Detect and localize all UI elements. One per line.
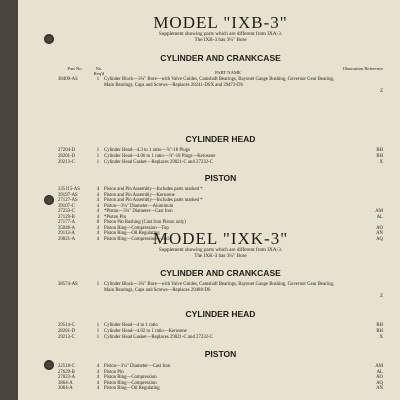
- part-desc: Piston and Pin Assembly—Includes parts marked *: [104, 198, 203, 203]
- supplement-note: Supplement showing parts which are different from IXA-3.: [158, 31, 283, 37]
- part-number: 29113-A: [58, 231, 75, 236]
- table-ixk-cyl-crank: [58, 282, 383, 302]
- qty: 1: [96, 154, 100, 159]
- part-number: 27177-A: [58, 220, 76, 225]
- ref: AQ: [376, 380, 383, 386]
- qty: 1: [96, 323, 100, 328]
- qty: 4: [96, 209, 100, 214]
- qty: 4: [96, 386, 100, 391]
- heading-piston: [58, 349, 383, 359]
- ref: AN: [376, 386, 383, 391]
- table-ixb-head: [58, 148, 383, 168]
- part-number: 27023-A: [58, 375, 76, 380]
- part-desc: Piston and Pin Assembly—Kerosene: [104, 192, 175, 198]
- col-part-no: Part No.: [67, 66, 83, 71]
- part-number: 235115-AS: [58, 187, 80, 192]
- ref: AO: [376, 375, 383, 380]
- binder-hole-icon: [44, 34, 54, 44]
- part-desc: Piston—3¼" Diameter—Cast Iron: [104, 364, 171, 369]
- qty: 4: [96, 214, 100, 220]
- section-heading: PISTON: [204, 349, 237, 359]
- bore-note: The IXK-3 has 3¼" Bore: [194, 253, 247, 259]
- col-no-reqd: No. Req'd: [93, 66, 105, 76]
- col-illustration-ref: Illustration Reference: [343, 66, 383, 71]
- ref: AM: [375, 209, 383, 214]
- table-ixb-cyl-crank: [58, 77, 383, 97]
- part-desc: Cylinder Head—4 to 1 ratio: [104, 323, 158, 328]
- qty: 4: [96, 225, 100, 231]
- ref: BH: [376, 148, 383, 153]
- ref: Z: [380, 89, 383, 94]
- qty: 4: [96, 203, 100, 209]
- ref: Z: [380, 294, 383, 299]
- part-number: 28201-D: [58, 154, 76, 159]
- qty: 4: [96, 187, 100, 192]
- model-title: MODEL "IXB-3": [153, 13, 288, 32]
- heading-cyl-head: [58, 134, 383, 144]
- qty: 1: [96, 282, 100, 287]
- heading-piston: [58, 173, 383, 183]
- qty: 1: [96, 160, 100, 165]
- heading-cyl-crank: [58, 53, 383, 63]
- part-desc: Piston Ring—Oil Regulating: [104, 231, 160, 236]
- ref: X: [379, 335, 383, 340]
- part-number: 38574-AS: [58, 282, 78, 287]
- part-number: 29021-A: [58, 236, 76, 242]
- part-desc: Piston Ring—Compression—Top: [104, 225, 169, 231]
- section-ixb3: [58, 14, 383, 43]
- part-number: 39107-C: [58, 203, 75, 209]
- part-desc: Piston Pin Bushing (Cast Iron Piston only): [104, 220, 186, 225]
- col-part-name: PART NAME: [215, 70, 241, 75]
- table-ixk-head: [58, 323, 383, 343]
- ref: X: [379, 160, 383, 165]
- section-heading: CYLINDER HEAD: [185, 134, 256, 144]
- ref: AM: [375, 364, 383, 369]
- part-number: 28201-D: [58, 329, 76, 334]
- ref: AO: [376, 225, 383, 231]
- section-heading: PISTON: [204, 173, 237, 183]
- part-desc: Piston Ring—Oil Regulating: [104, 386, 160, 391]
- part-number: 35046-A: [58, 225, 76, 231]
- part-desc: Cylinder Head Gasket—Replaces 29021-C and 27232-C: [104, 160, 213, 165]
- ref: BH: [376, 323, 383, 328]
- binder-hole-icon: [44, 360, 54, 370]
- qty: 4: [96, 380, 100, 386]
- qty: 1: [96, 329, 100, 334]
- part-desc: *Piston Pin: [104, 214, 126, 220]
- bore-note: The IXB-3 has 3¼" Bore: [194, 37, 247, 43]
- table-ixk-piston: [58, 364, 383, 394]
- part-number: 3064-A: [58, 386, 73, 391]
- catalog-page: [18, 0, 400, 400]
- part-desc: Cylinder Head—4.02 to 1 ratio—Kerosene: [104, 329, 187, 334]
- part-desc: Cylinder Block—3¼" Bore—with Valve Guides, Camshaft Bearings, Bayonet Gauge Bushing, Governor Gear Bearing, Main Bearings, Caps and Screws—Replaces 29488-DS: [104, 282, 335, 293]
- ref: AL: [376, 214, 383, 220]
- part-desc: Cylinder Head—4.3 to 1 ratio—⅞"-18 Plugs: [104, 148, 191, 153]
- part-number: 39197-AS: [58, 192, 78, 198]
- part-number: 22518-C: [58, 364, 75, 369]
- model-title: MODEL "IXK-3": [152, 229, 289, 248]
- qty: 4: [96, 231, 100, 236]
- qty: 4: [96, 192, 100, 198]
- part-desc: Piston and Pin Assembly—Includes parts marked *: [104, 187, 203, 192]
- qty: 4: [96, 364, 100, 369]
- ref: AQ: [376, 236, 383, 242]
- ref: BH: [376, 329, 383, 334]
- ref: BH: [376, 154, 383, 159]
- part-number: 27629-B: [58, 369, 75, 375]
- part-number: 29514-C: [58, 323, 75, 328]
- qty: 8: [96, 220, 100, 225]
- qty: 4: [96, 236, 100, 242]
- qty: 1: [96, 148, 100, 153]
- part-number: 29213-C: [58, 335, 75, 340]
- ref: AL: [376, 369, 383, 375]
- qty: 1: [96, 335, 100, 340]
- heading-cyl-crank: [58, 268, 383, 278]
- part-number: 29213-C: [58, 160, 75, 165]
- part-desc: Cylinder Head—4.06 to 1 ratio—⅞"-18 Plugs—Kerosene: [104, 154, 216, 159]
- section-ixk3: [58, 230, 383, 259]
- part-number: 3864-A: [58, 380, 73, 386]
- qty: 4: [96, 369, 100, 375]
- section-heading: CYLINDER HEAD: [185, 309, 256, 319]
- part-desc: Cylinder Block—3¼" Bore—with Valve Guides, Camshaft Bearings, Bayonet Gauge Bushing, Governor Gear Bearing, Main Bearings, Caps and Screws—Replaces 28241-DSX and 29473-DS: [104, 77, 335, 88]
- part-desc: Piston Ring—Compression: [104, 380, 157, 386]
- binder-hole-icon: [44, 195, 54, 205]
- part-number: 38409-AS: [58, 77, 78, 82]
- supplement-note: Supplement showing parts which are different from IXA-3.: [158, 247, 283, 253]
- part-number: 27204-D: [58, 148, 76, 153]
- binder-holes: [44, 0, 54, 400]
- part-desc: Piston—3¼" Diameter—Aluminum: [104, 203, 174, 209]
- part-desc: *Piston—3¼" Diameter—Cast Iron: [104, 209, 173, 214]
- part-number: 27129-B: [58, 214, 75, 220]
- qty: 4: [96, 198, 100, 203]
- section-heading: CYLINDER AND CRANKCASE: [160, 268, 281, 278]
- qty: 1: [96, 77, 100, 82]
- part-desc: Piston Ring—Compression—2nd: [104, 236, 169, 242]
- part-number: 27233-C: [58, 209, 75, 214]
- qty: 4: [96, 375, 100, 380]
- section-heading: CYLINDER AND CRANKCASE: [160, 53, 281, 63]
- heading-cyl-head: [58, 309, 383, 319]
- part-desc: Piston Ring—Compression: [104, 375, 157, 380]
- part-desc: Piston Pin: [104, 369, 124, 375]
- part-desc: Cylinder Head Gasket—Replaces 29021-C and 27232-C: [104, 335, 213, 340]
- part-number: 27127-AS: [58, 198, 78, 203]
- ref: AN: [376, 231, 383, 236]
